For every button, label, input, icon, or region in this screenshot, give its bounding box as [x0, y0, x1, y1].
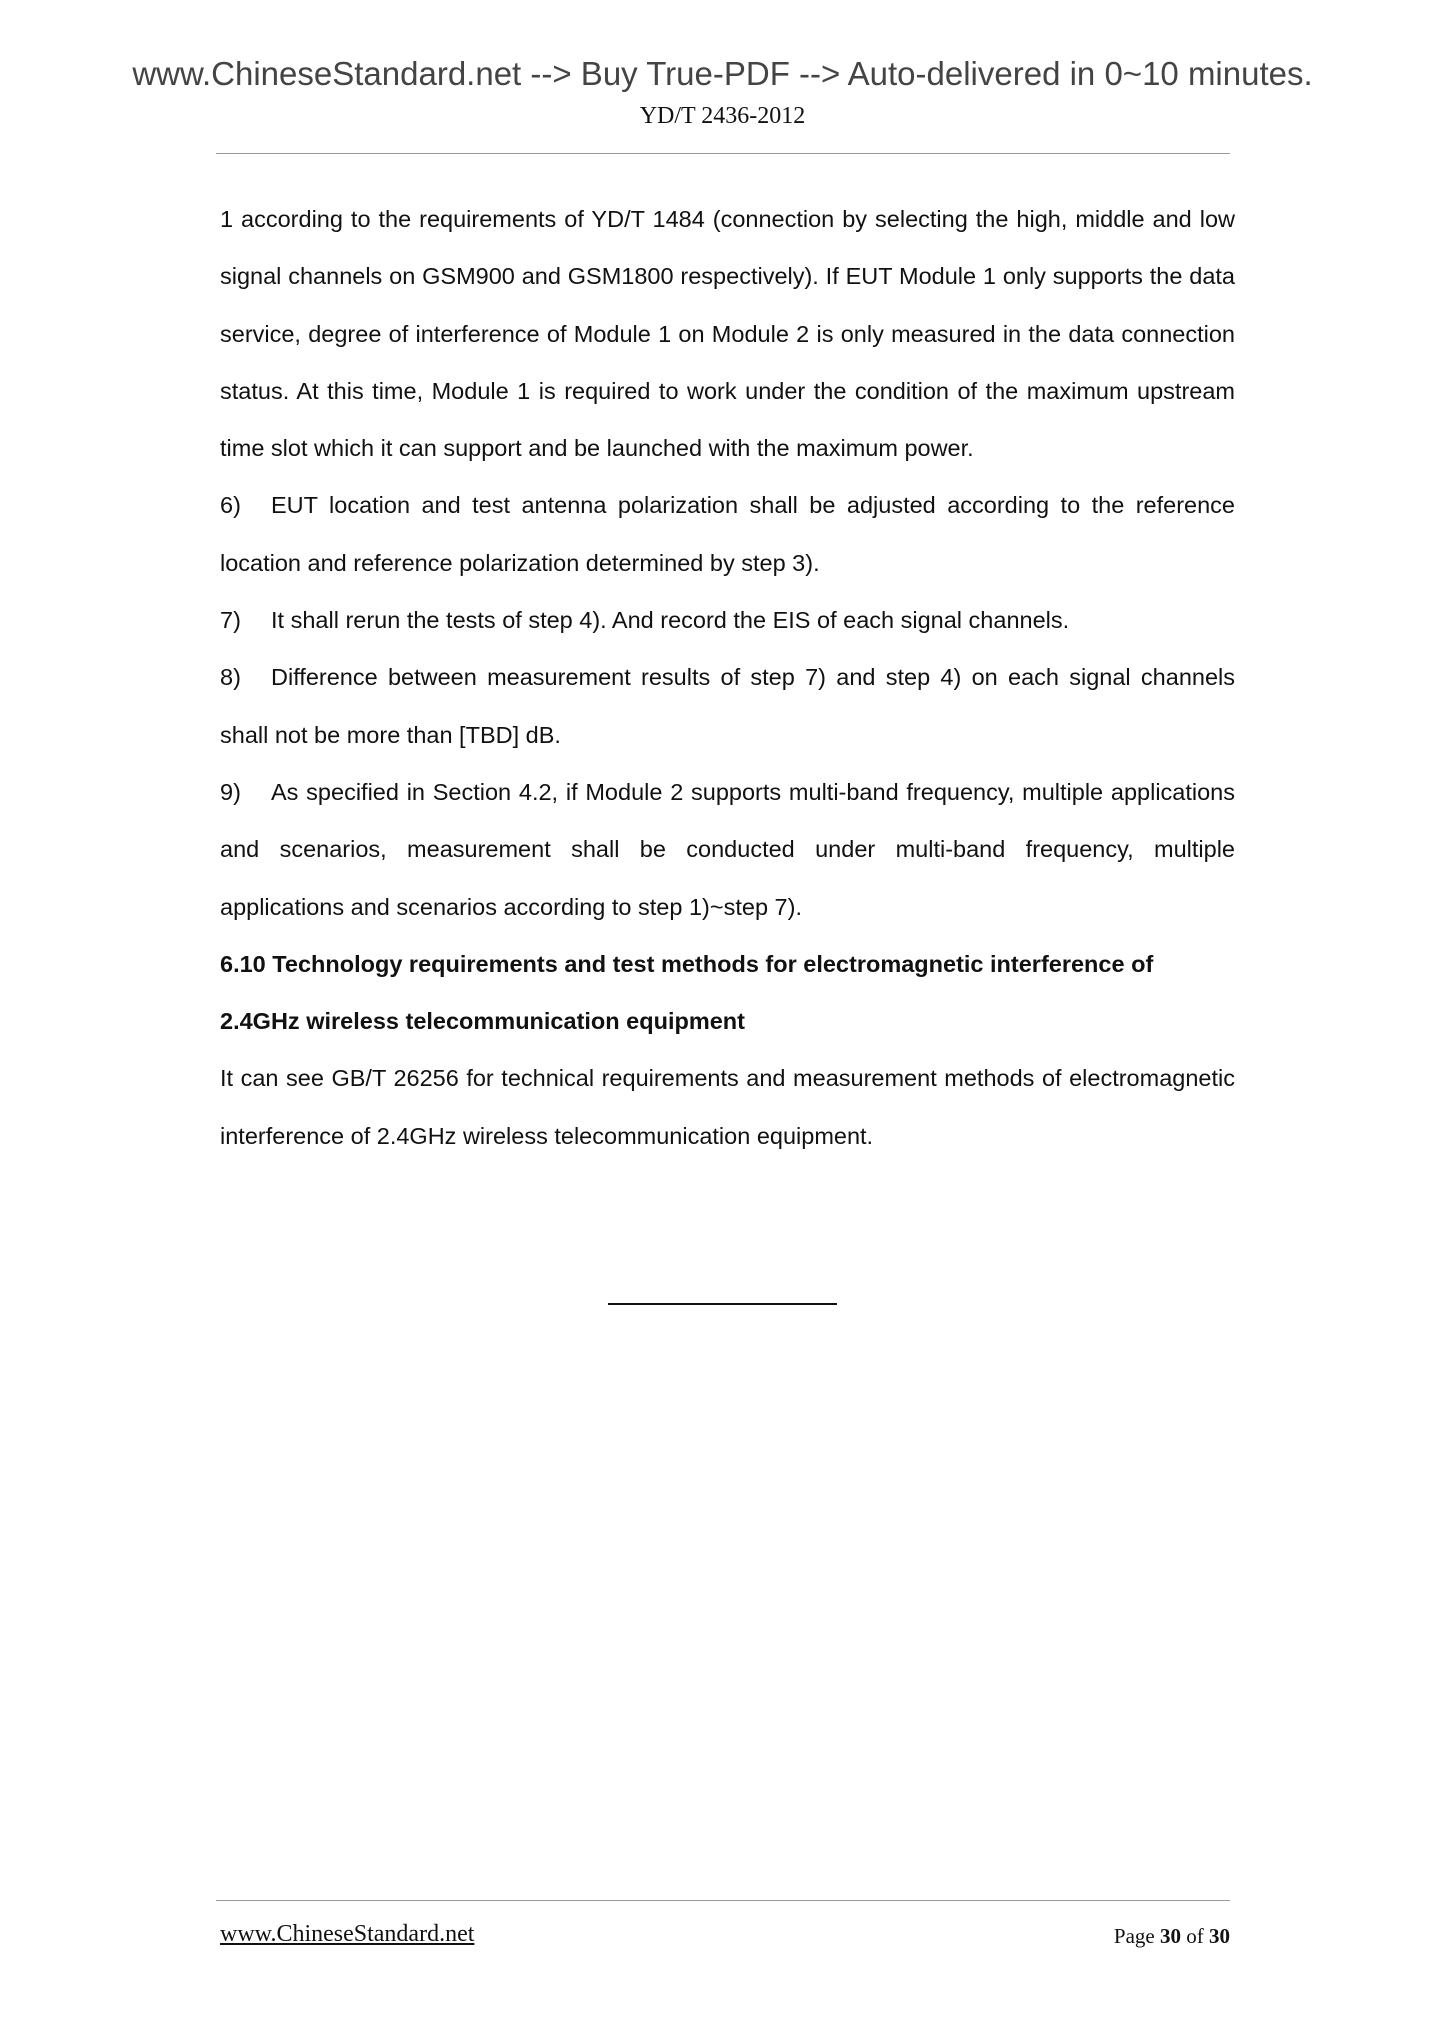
- page-label: Page: [1113, 1924, 1155, 1948]
- section-paragraph: It can see GB/T 26256 for technical requirements and measurement methods of electromagnetic interference of 2.4GHz wireless telecommunication equipment.: [220, 1065, 1235, 1149]
- step-text: As specified in Section 4.2, if Module 2 supports multi-band frequency, multiple applications and scenarios, measurement shall be conducted under multi-band frequency, multiple applications and scenarios according to step 1)~step 7).: [220, 778, 1235, 920]
- step-number: 6): [220, 492, 241, 519]
- step-number: 7): [220, 607, 241, 634]
- step-text: It shall rerun the tests of step 4). And record the EIS of each signal channels.: [271, 607, 1070, 634]
- standard-code: YD/T 2436-2012: [639, 103, 806, 129]
- step-text: Difference between measurement results of step 7) and step 4) on each signal channels shall not be more than [TBD] dB.: [220, 664, 1235, 748]
- step-number: 9): [220, 778, 241, 805]
- step-item: [220, 477, 1235, 592]
- step-text: EUT location and test antenna polarization shall be adjusted according to the reference location and reference polarization determined by step 3).: [220, 492, 1235, 576]
- promo-banner: www.ChineseStandard.net --> Buy True-PDF --> Auto-delivered in 0~10 minutes.: [132, 55, 1313, 92]
- page-current: 30: [1160, 1924, 1181, 1948]
- page-total: 30: [1209, 1924, 1230, 1948]
- step-item: [220, 592, 1235, 649]
- end-of-document-rule: [608, 1303, 837, 1305]
- section-heading: 6.10 Technology requirements and test methods for electromagnetic interference of 2.4GHz wireless telecommunication equipment: [220, 950, 1154, 1035]
- page-of: of: [1186, 1924, 1204, 1948]
- document-body: [220, 191, 1235, 1165]
- step-item: [220, 764, 1235, 936]
- header-divider: [216, 153, 1230, 154]
- step-number: 8): [220, 664, 241, 691]
- continuation-paragraph: 1 according to the requirements of YD/T 1484 (connection by selecting the high, middle and low signal channels on GSM900 and GSM1800 respectively). If EUT Module 1 only supports the data service, degree of interference of Module 1 on Module 2 is only measured in the data connection status. At this time, Module 1 is required to work under the condition of the maximum upstream time slot which it can support and be launched with the maximum power.: [220, 206, 1235, 462]
- footer-divider: [216, 1900, 1230, 1901]
- step-item: [220, 649, 1235, 764]
- page-indicator: [1114, 1922, 1230, 1950]
- footer-website-link[interactable]: www.ChineseStandard.net: [220, 1921, 475, 1947]
